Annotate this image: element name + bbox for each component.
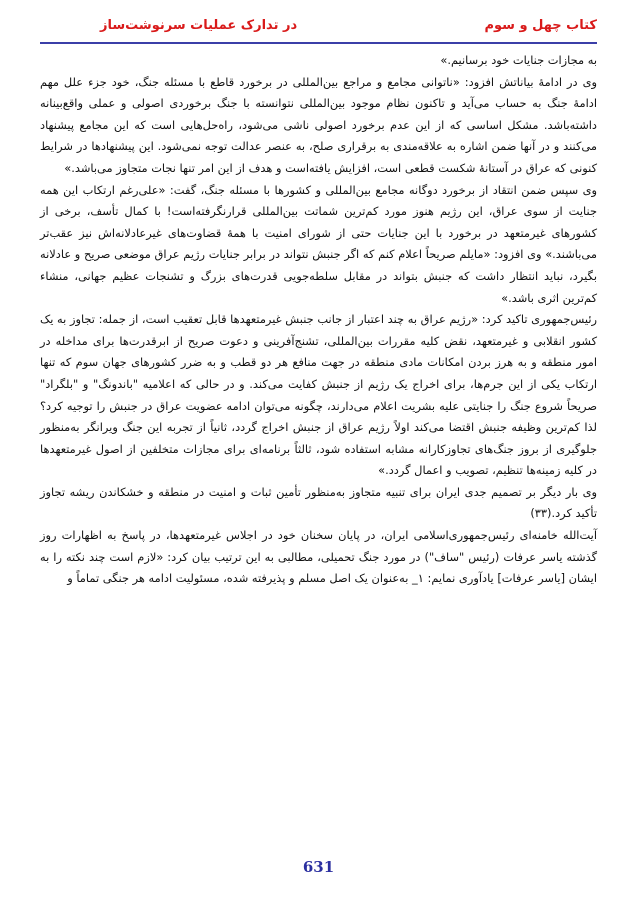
- page-header: [40, 8, 597, 44]
- document-body: [40, 50, 597, 590]
- paragraph: رئیس‌جمهوری تاکید کرد: «رژیم عراق به چند اعتبار از جانب جنبش غیرمتعهدها قابل تعقیب است، از جمله: تجاوز به یک کشور انقلابی و غیرمتعهد، نقض کلیه مقررات بین‌المللی، تشنج‌آفرینی و دعوت صریح از ابرقدرت‌ها برای مداخله در امور منطقه و به هرز بردن امکانات مادی منطقه در جهت منافع هر دو قطب و به ضرر کشورهای جهان سوم که تنها ارتکاب یکی از این جرم‌ها، برای اخراج یک رژیم از جنبش کفایت می‌کند. و در حالی که اعلامیه "باندونگ" و "بلگراد" صریحاً شروع جنگ را جنایتی علیه بشریت اعلام می‌دارند، چگونه می‌توان ادامه عضویت عراق در جنبش را توجیه کرد؟ لذا کم‌ترین وظیفه جنبش اقتضا می‌کند اولاً رژیم عراق از جنبش اخراج گردد، ثانیاً از تجربه این جنگ ویرانگر به‌منظور جلوگیری از بروز جنگ‌های تجاوزکارانه مشابه استفاده شود، ثالثاً برنامه‌ای برای مجازات متخلفین از اصول غیرمتعهدها در کلیه زمینه‌ها تنظیم، تصویب و اعمال گردد.»: [40, 312, 597, 478]
- paragraph: به مجازات جنایات خود برسانیم.»: [440, 53, 597, 67]
- book-title: کتاب چهل و سوم: [484, 18, 597, 33]
- paragraph: وی سپس ضمن انتقاد از برخورد دوگانه مجامع بین‌المللی و کشورها با مسئله جنگ، گفت: «علی‌رغم ارتکاب این همه جنایت از سوی عراق، این رژیم هنوز مورد کم‌ترین شماتت بین‌المللی قرارنگرفته‌است! با کمال تأسف، برخی از کشورهای غیرمتعهد در برخورد با این جنایات حتی از شورای امنیت با همهٔ قضاوت‌های غیرعادلانه‌اش نیز عقب‌تر می‌باشند.» وی افزود: «مایلم صریحاً اعلام کنم که اگر جنبش نتواند در برابر جنایات رژیم عراق موضعی صریح و عادلانه بگیرد، نباید انتظار داشت که جنبش بتواند در مقابل سلطه‌جویی قدرت‌های بزرگ و تشنجات عظیم جهانی، منشاء کم‌ترین اثری باشد.»: [40, 182, 597, 305]
- page-number: 631: [302, 858, 335, 876]
- paragraph: وی بار دیگر بر تصمیم جدی ایران برای تنبیه متجاوز به‌منظور تأمین ثبات و امنیت در منطقه و خشکاندن ریشه تجاوز تأکید کرد.(۳۳): [40, 484, 597, 521]
- paragraph: وی در ادامهٔ بیاناتش افزود: «ناتوانی مجامع و مراجع بین‌المللی در برخورد قاطع با مسئله جنگ، خود جزء علل مهم ادامهٔ جنگ به حساب می‌آید و تاکنون نظام موجود بین‌المللی نتوانسته با جنگ برخوردی اصولی و عملی واقع‌بینانه داشته‌باشد. مشکل اساسی که از این عدم برخورد اصولی ناشی می‌شود، راه‌حل‌هایی است که این مجامع پیشنهاد می‌کنند و در آنها ضمن اشاره به علاقه‌مندی به برقراری صلح، به عنصر عدالت توجه نمی‌شود. این پیشنهادها در شرایط کنونی که عراق در آستانهٔ شکست قطعی است، افزایش یافته‌است و هدف از این امر تنها نجات متجاوز می‌باشد.»: [40, 74, 597, 175]
- chapter-title: در تدارک عملیات سرنوشت‌ساز: [100, 18, 298, 33]
- header-divider: [40, 42, 597, 44]
- paragraph: آیت‌الله خامنه‌ای رئیس‌جمهوری‌اسلامی ایران، در پایان سخنان خود در اجلاس غیرمتعهدها، در پاسخ به اظهارات روز گذشته یاسر عرفات (رئیس "ساف") در مورد جنگ تحمیلی، مطالبی به این ترتیب بیان کرد: «لازم است چند نکته را به ایشان [یاسر عرفات] یادآوری نمایم: ۱_ به‌عنوان یک اصل مسلم و پذیرفته شده، مسئولیت ادامه هر جنگی تماماً و: [40, 528, 597, 586]
